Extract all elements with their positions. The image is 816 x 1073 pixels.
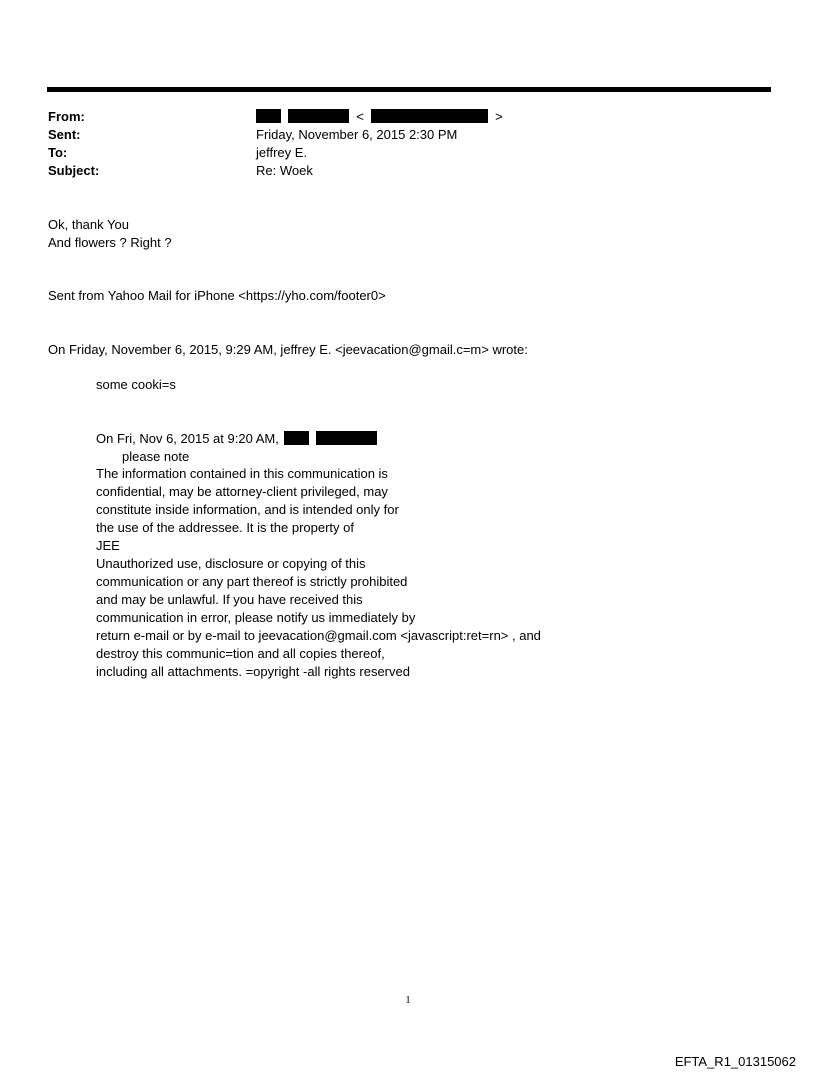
sent-value: Friday, November 6, 2015 2:30 PM xyxy=(256,127,458,142)
body-line-1: Ok, thank You xyxy=(48,217,129,232)
redaction-block xyxy=(316,431,377,445)
disclaimer-line: and may be unlawful. If you have received this xyxy=(96,592,363,607)
disclaimer-line: JEE xyxy=(96,538,120,553)
disclaimer-line: communication or any part thereof is strictly prohibited xyxy=(96,574,408,589)
disclaimer-block xyxy=(96,465,541,681)
mail-signature: Sent from Yahoo Mail for iPhone <https://yho.com/footer0> xyxy=(48,288,386,303)
redaction-block xyxy=(284,431,309,445)
disclaimer-line: Unauthorized use, disclosure or copying of this xyxy=(96,556,366,571)
from-lt: < xyxy=(356,109,364,124)
quote-intro: On Friday, November 6, 2015, 9:29 AM, jeffrey E. <jeevacation@gmail.c=m> wrote: xyxy=(48,342,528,357)
to-label: To: xyxy=(48,145,68,160)
from-value xyxy=(256,108,503,126)
header-rule xyxy=(47,87,771,92)
bates-number: EFTA_R1_01315062 xyxy=(674,1054,796,1069)
disclaimer-line: including all attachments. =opyright -all rights reserved xyxy=(96,664,410,679)
to-value: jeffrey E. xyxy=(256,145,308,160)
subject-label: Subject: xyxy=(48,163,100,178)
body-line-2: And flowers ? Right ? xyxy=(48,235,172,250)
disclaimer-line: The information contained in this communication is xyxy=(96,466,388,481)
disclaimer-line: destroy this communic=tion and all copies thereof, xyxy=(96,646,385,661)
page-number: 1 xyxy=(405,994,411,1006)
nested-intro xyxy=(96,430,377,448)
disclaimer-line: confidential, may be attorney-client privileged, may xyxy=(96,484,388,499)
sent-label: Sent: xyxy=(48,127,81,142)
disclaimer-line: the use of the addressee. It is the property of xyxy=(96,520,354,535)
from-gt: > xyxy=(495,109,503,124)
from-label: From: xyxy=(48,109,85,124)
disclaimer-line: constitute inside information, and is intended only for xyxy=(96,502,399,517)
redaction-block xyxy=(288,109,349,123)
disclaimer-line: return e-mail or by e-mail to jeevacation@gmail.com <javascript:ret=rn> , and xyxy=(96,628,541,643)
subject-value: Re: Woek xyxy=(256,163,313,178)
nested-note: please note xyxy=(122,449,190,464)
disclaimer-line: communication in error, please notify us immediately by xyxy=(96,610,416,625)
redaction-block xyxy=(371,109,488,123)
quote-text: some cooki=s xyxy=(96,377,176,392)
redaction-block xyxy=(256,109,281,123)
nested-intro-text: On Fri, Nov 6, 2015 at 9:20 AM, xyxy=(96,431,279,446)
